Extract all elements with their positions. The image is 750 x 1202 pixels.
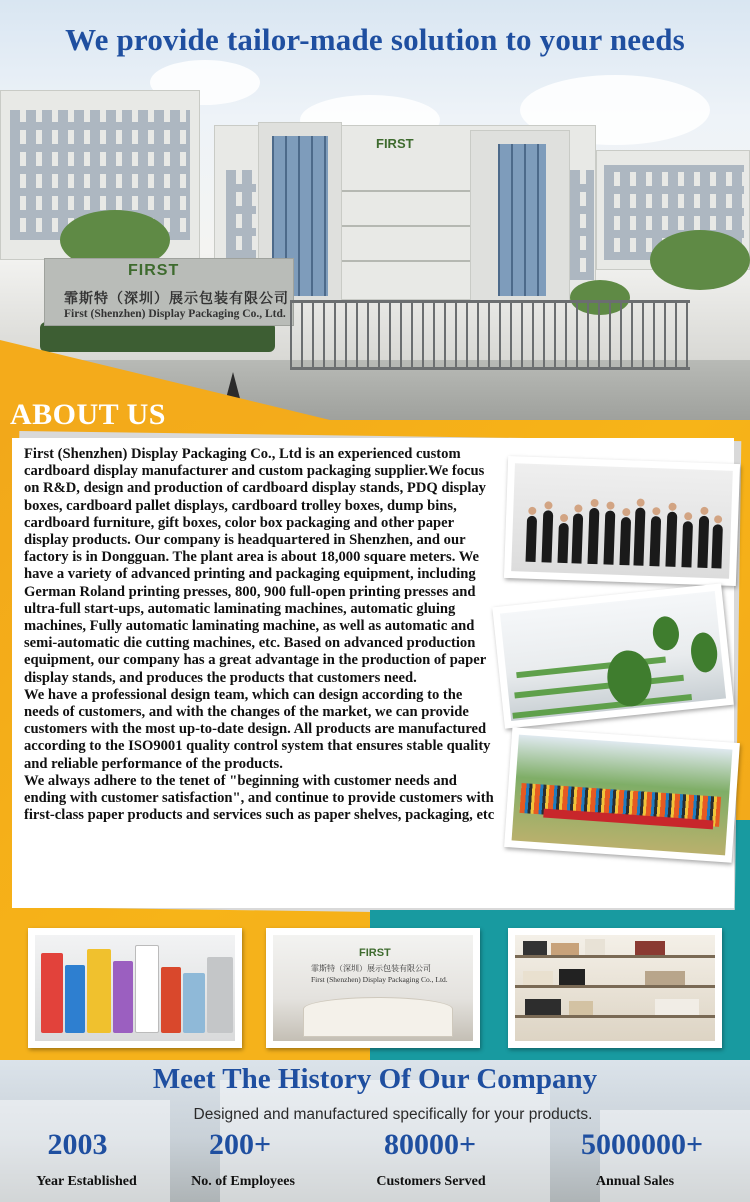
stat-customers-value: 80000+: [383, 1128, 477, 1161]
glass-facade: [498, 144, 546, 296]
plant: [689, 631, 719, 673]
reception-lobby-photo: [266, 928, 480, 1048]
sign-english-name: First (Shenzhen) Display Packaging Co., Ltd.: [64, 308, 286, 320]
desk-row: [514, 675, 684, 699]
lobby-english-name: First (Shenzhen) Display Packaging Co., Ltd.: [311, 975, 448, 984]
reception-desk: [303, 997, 453, 1037]
stat-customers-label: Customers Served: [376, 1174, 486, 1189]
stat-employees-value: 200+: [208, 1128, 272, 1161]
lobby-logo: FIRST: [359, 947, 391, 959]
stat-sales-value: 5000000+: [580, 1128, 704, 1161]
packaging-shelves-photo: [508, 928, 722, 1048]
stat-year-label: Year Established: [36, 1174, 137, 1189]
balcony: [342, 260, 470, 262]
office-photo: [492, 583, 733, 728]
about-paragraph: We always adhere to the tenet of "beginning with customer needs and ending with customer satisfaction", and continue to provide customers with first-class paper products and services such as paper shelves, packaging, etc: [24, 772, 495, 824]
history-title: Meet The History Of Our Company: [152, 1063, 598, 1095]
history-subtitle: Designed and manufactured specifically for your products.: [193, 1106, 593, 1123]
about-paragraph: We have a professional design team, which can design according to the needs of customers, and with the changes of the market, we can provide customers with the most up-to-date design. All products are manufactured according to the ISO9001 quality control system that ensures stable quality and reliable performance of the products.: [24, 686, 491, 772]
lobby-chinese-name: 霏斯特（深圳）展示包装有限公司: [311, 964, 431, 973]
stat-sales-label: Annual Sales: [595, 1174, 675, 1189]
about-text: [24, 446, 496, 824]
plant: [651, 615, 680, 652]
retractable-gate: [290, 300, 690, 370]
about-paragraph: First (Shenzhen) Display Packaging Co., Ltd is an experienced custom cardboard display manufacturer and custom packaging supplier.We focus on R&D, design and production of cardboard display stands, PDQ display boxes, cardboard pallet displays, cardboard trolley boxes, dump bins, cardboard furniture, gift boxes, color box packaging and other paper display products. Our company is headquartered in Shenzhen, and our factory is in Dongguan. The plant area is about 18,000 square meters. We have a variety of advanced printing and packaging equipment, including German Roland printing presses, 800, 900 full-open printing presses and ultra-full start-ups, automatic laminating machines, automatic gluing machines, Fully automatic laminating machine, as well as automatic and semi-automatic die cutting machines, etc. Based on advanced production equipment, our company has a great advantage in the production of paper display stands, and produces the products that customers need.: [24, 446, 486, 686]
outdoor-team-photo: [504, 727, 740, 863]
team-photo: [504, 456, 740, 586]
about-heading: ABOUT US: [10, 398, 166, 431]
building-logo: FIRST: [376, 136, 414, 151]
display-stands-photo: [28, 928, 242, 1048]
hero-title: We provide tailor-made solution to your needs: [65, 22, 685, 57]
balcony: [342, 190, 470, 192]
stat-year-value: 2003: [47, 1128, 108, 1161]
sign-chinese-name: 霏斯特（深圳）展示包装有限公司: [64, 291, 289, 307]
balcony: [342, 225, 470, 227]
stat-employees-label: No. of Employees: [191, 1174, 295, 1189]
sign-logo: FIRST: [128, 262, 180, 279]
tree: [650, 230, 750, 290]
windows: [570, 170, 594, 280]
